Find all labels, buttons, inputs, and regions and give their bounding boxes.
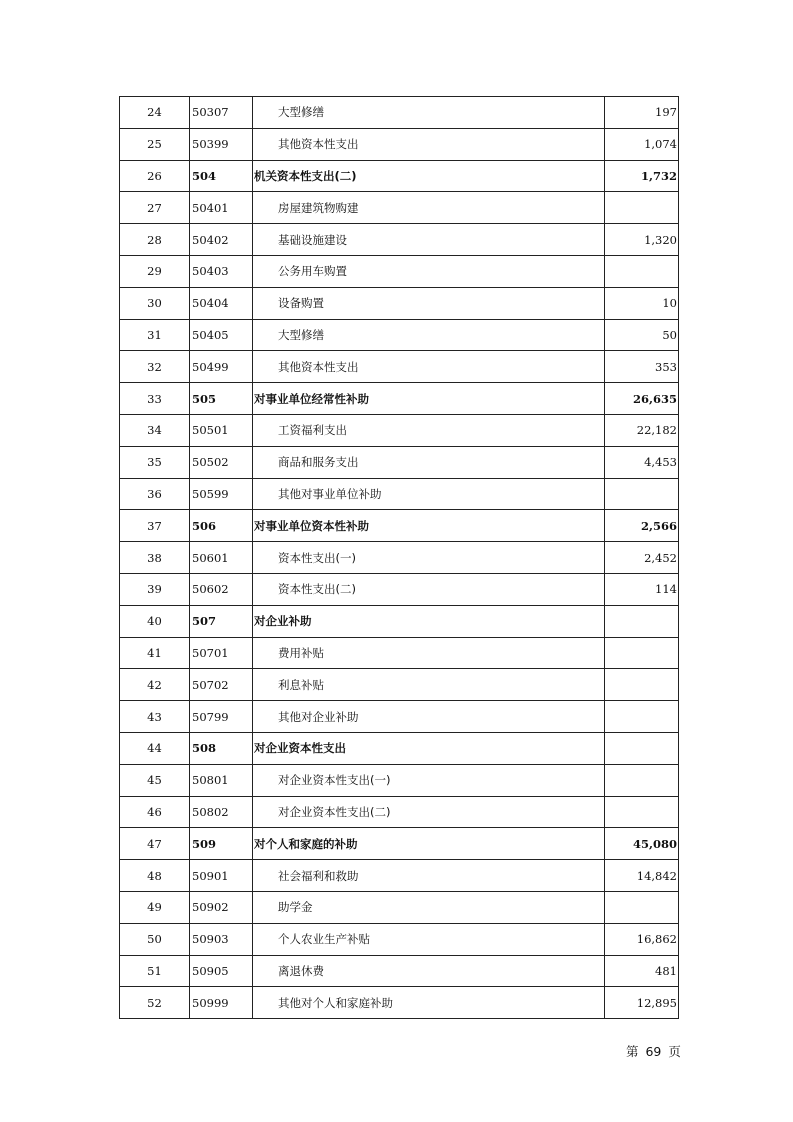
row-number-cell: 25 [120, 128, 190, 160]
row-number-cell: 52 [120, 987, 190, 1019]
item-name-cell: 助学金 [253, 891, 605, 923]
row-number-cell: 41 [120, 637, 190, 669]
amount-cell [605, 764, 679, 796]
code-cell: 50702 [190, 669, 253, 701]
table-row [120, 160, 679, 192]
amount-cell [605, 478, 679, 510]
code-cell: 50601 [190, 542, 253, 574]
amount-cell [605, 732, 679, 764]
code-cell: 504 [190, 160, 253, 192]
table-row [120, 414, 679, 446]
amount-cell: 2,566 [605, 510, 679, 542]
code-cell: 505 [190, 383, 253, 415]
item-name-cell: 对企业资本性支出(二) [253, 796, 605, 828]
code-cell: 507 [190, 605, 253, 637]
row-number-cell: 36 [120, 478, 190, 510]
code-cell: 50602 [190, 573, 253, 605]
amount-cell [605, 605, 679, 637]
item-name-cell: 大型修缮 [253, 97, 605, 129]
amount-cell [605, 669, 679, 701]
table-row [120, 478, 679, 510]
row-number-cell: 48 [120, 860, 190, 892]
row-number-cell: 45 [120, 764, 190, 796]
table-row [120, 192, 679, 224]
code-cell: 50502 [190, 446, 253, 478]
row-number-cell: 37 [120, 510, 190, 542]
row-number-cell: 24 [120, 97, 190, 129]
amount-cell: 12,895 [605, 987, 679, 1019]
item-name-cell: 其他对个人和家庭补助 [253, 987, 605, 1019]
amount-cell [605, 701, 679, 733]
table-row [120, 573, 679, 605]
amount-cell: 26,635 [605, 383, 679, 415]
item-name-cell: 对企业资本性支出 [253, 732, 605, 764]
item-name-cell: 设备购置 [253, 287, 605, 319]
code-cell: 50399 [190, 128, 253, 160]
item-name-cell: 资本性支出(二) [253, 573, 605, 605]
budget-table-body [120, 97, 679, 1019]
amount-cell: 1,074 [605, 128, 679, 160]
amount-cell: 114 [605, 573, 679, 605]
table-row [120, 796, 679, 828]
row-number-cell: 46 [120, 796, 190, 828]
code-cell: 508 [190, 732, 253, 764]
code-cell: 506 [190, 510, 253, 542]
item-name-cell: 其他资本性支出 [253, 128, 605, 160]
table-row [120, 351, 679, 383]
code-cell: 509 [190, 828, 253, 860]
item-name-cell: 房屋建筑物购建 [253, 192, 605, 224]
item-name-cell: 离退休费 [253, 955, 605, 987]
amount-cell [605, 891, 679, 923]
code-cell: 50405 [190, 319, 253, 351]
code-cell: 50401 [190, 192, 253, 224]
code-cell: 50499 [190, 351, 253, 383]
item-name-cell: 个人农业生产补贴 [253, 923, 605, 955]
item-name-cell: 对企业资本性支出(一) [253, 764, 605, 796]
amount-cell: 10 [605, 287, 679, 319]
table-row [120, 446, 679, 478]
item-name-cell: 机关资本性支出(二) [253, 160, 605, 192]
item-name-cell: 费用补贴 [253, 637, 605, 669]
row-number-cell: 27 [120, 192, 190, 224]
item-name-cell: 商品和服务支出 [253, 446, 605, 478]
row-number-cell: 32 [120, 351, 190, 383]
row-number-cell: 30 [120, 287, 190, 319]
code-cell: 50999 [190, 987, 253, 1019]
item-name-cell: 社会福利和救助 [253, 860, 605, 892]
code-cell: 50402 [190, 224, 253, 256]
amount-cell [605, 637, 679, 669]
table-row [120, 383, 679, 415]
page-number: 第 69 页 [626, 1044, 681, 1059]
amount-cell: 50 [605, 319, 679, 351]
amount-cell: 1,732 [605, 160, 679, 192]
table-row [120, 255, 679, 287]
amount-cell: 481 [605, 955, 679, 987]
item-name-cell: 利息补贴 [253, 669, 605, 701]
row-number-cell: 51 [120, 955, 190, 987]
amount-cell [605, 255, 679, 287]
row-number-cell: 34 [120, 414, 190, 446]
item-name-cell: 资本性支出(一) [253, 542, 605, 574]
amount-cell [605, 192, 679, 224]
item-name-cell: 基础设施建设 [253, 224, 605, 256]
row-number-cell: 28 [120, 224, 190, 256]
row-number-cell: 47 [120, 828, 190, 860]
amount-cell: 353 [605, 351, 679, 383]
table-row [120, 987, 679, 1019]
amount-cell [605, 796, 679, 828]
table-row [120, 97, 679, 129]
code-cell: 50701 [190, 637, 253, 669]
code-cell: 50599 [190, 478, 253, 510]
amount-cell: 2,452 [605, 542, 679, 574]
table-row [120, 510, 679, 542]
table-row [120, 891, 679, 923]
row-number-cell: 43 [120, 701, 190, 733]
code-cell: 50799 [190, 701, 253, 733]
code-cell: 50903 [190, 923, 253, 955]
row-number-cell: 49 [120, 891, 190, 923]
table-row [120, 955, 679, 987]
code-cell: 50901 [190, 860, 253, 892]
table-row [120, 224, 679, 256]
table-row [120, 542, 679, 574]
item-name-cell: 其他对事业单位补助 [253, 478, 605, 510]
amount-cell: 22,182 [605, 414, 679, 446]
row-number-cell: 35 [120, 446, 190, 478]
table-row [120, 128, 679, 160]
code-cell: 50307 [190, 97, 253, 129]
table-row [120, 732, 679, 764]
code-cell: 50501 [190, 414, 253, 446]
item-name-cell: 对个人和家庭的补助 [253, 828, 605, 860]
code-cell: 50801 [190, 764, 253, 796]
code-cell: 50403 [190, 255, 253, 287]
item-name-cell: 对事业单位经常性补助 [253, 383, 605, 415]
row-number-cell: 26 [120, 160, 190, 192]
item-name-cell: 大型修缮 [253, 319, 605, 351]
row-number-cell: 31 [120, 319, 190, 351]
item-name-cell: 其他对企业补助 [253, 701, 605, 733]
item-name-cell: 对企业补助 [253, 605, 605, 637]
table-row [120, 669, 679, 701]
table-row [120, 319, 679, 351]
table-row [120, 923, 679, 955]
item-name-cell: 公务用车购置 [253, 255, 605, 287]
code-cell: 50902 [190, 891, 253, 923]
row-number-cell: 40 [120, 605, 190, 637]
table-row [120, 860, 679, 892]
table-row [120, 637, 679, 669]
budget-table [119, 96, 679, 1019]
item-name-cell: 其他资本性支出 [253, 351, 605, 383]
amount-cell: 4,453 [605, 446, 679, 478]
row-number-cell: 39 [120, 573, 190, 605]
row-number-cell: 50 [120, 923, 190, 955]
item-name-cell: 对事业单位资本性补助 [253, 510, 605, 542]
amount-cell: 197 [605, 97, 679, 129]
amount-cell: 1,320 [605, 224, 679, 256]
table-row [120, 764, 679, 796]
row-number-cell: 29 [120, 255, 190, 287]
row-number-cell: 44 [120, 732, 190, 764]
table-row [120, 828, 679, 860]
amount-cell: 14,842 [605, 860, 679, 892]
amount-cell: 45,080 [605, 828, 679, 860]
table-row [120, 287, 679, 319]
amount-cell: 16,862 [605, 923, 679, 955]
code-cell: 50404 [190, 287, 253, 319]
table-row [120, 701, 679, 733]
row-number-cell: 38 [120, 542, 190, 574]
code-cell: 50802 [190, 796, 253, 828]
item-name-cell: 工资福利支出 [253, 414, 605, 446]
code-cell: 50905 [190, 955, 253, 987]
row-number-cell: 33 [120, 383, 190, 415]
table-row [120, 605, 679, 637]
row-number-cell: 42 [120, 669, 190, 701]
